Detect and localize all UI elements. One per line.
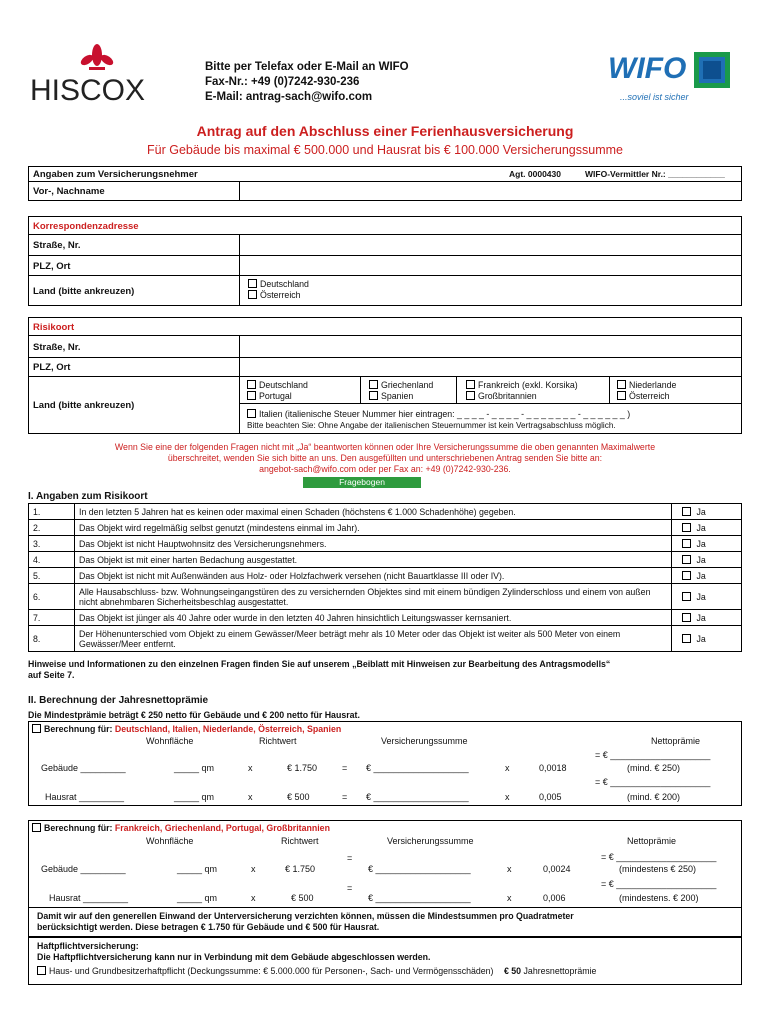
ja-checkbox[interactable] xyxy=(682,571,691,580)
calc1-col-richt: Richtwert xyxy=(259,736,297,746)
fragebogen-button[interactable]: Fragebogen xyxy=(303,477,421,488)
risiko-strasse-input[interactable] xyxy=(241,337,737,356)
risiko-checkbox-gr[interactable] xyxy=(369,380,378,389)
korr-land-label: Land (bitte ankreuzen) xyxy=(33,286,135,297)
calc1-hr-eq: = xyxy=(342,792,348,802)
calc1-geb-x2: x xyxy=(505,763,510,773)
risiko-land-label: Land (bitte ankreuzen) xyxy=(33,400,135,411)
header-line1: Bitte per Telefax oder E-Mail an WIFO xyxy=(205,61,409,73)
risiko-opt-gb: Großbritannien xyxy=(478,391,537,401)
calc2-label: Berechnung für: xyxy=(44,823,113,833)
vn-heading: Angaben zum Versicherungsnehmer xyxy=(33,169,198,180)
risiko-checkbox-gb[interactable] xyxy=(466,391,475,400)
calc1-geb-min: (mind. € 250) xyxy=(627,763,681,773)
wifo-vermittler-field[interactable]: WIFO-Vermittler Nr.: ____________ xyxy=(585,169,725,179)
calc2-geb-vs[interactable]: € ___________________ xyxy=(368,864,471,874)
calc2-checkbox[interactable] xyxy=(32,823,41,832)
risiko-strasse-label: Straße, Nr. xyxy=(33,342,81,353)
calc2-hr-x2: x xyxy=(507,893,512,903)
calc2-geb-x2: x xyxy=(507,864,512,874)
warning-line1: Wenn Sie eine der folgenden Fragen nicht mit „Ja“ beantworten können oder Ihre Versicherungssumme die oben genannten Maximalwerte xyxy=(114,442,656,452)
question-number: 1. xyxy=(29,504,75,520)
hp-checkbox[interactable] xyxy=(37,966,46,975)
hp-option: Haus- und Grundbesitzerhaftpflicht (Deckungssumme: € 5.000.000 für Personen-, Sach- und Vermögensschäden) xyxy=(49,966,494,976)
calc1-hr-label[interactable]: Hausrat _________ xyxy=(45,792,125,802)
calc2-geb-factor: 0,0024 xyxy=(543,864,571,874)
calc2-geb-eq: = xyxy=(347,853,353,863)
calc1-geb-qm[interactable]: _____ qm xyxy=(174,763,215,773)
risiko-plz-input[interactable] xyxy=(241,358,737,375)
calc-block-1 xyxy=(28,721,742,806)
name-row xyxy=(28,181,742,201)
form-subtitle: Für Gebäude bis maximal € 500.000 und Hausrat bis € 100.000 Versicherungssumme xyxy=(147,143,623,157)
risiko-opt-gr: Griechenland xyxy=(381,380,434,390)
hp-heading: Haftpflichtversicherung: xyxy=(37,941,139,951)
ja-label: Ja xyxy=(696,591,706,602)
calc1-col-wohn: Wohnfläche xyxy=(146,736,194,746)
questions-table xyxy=(28,503,742,652)
question-number: 3. xyxy=(29,536,75,552)
calc2-geb-x: x xyxy=(251,864,256,874)
ja-label: Ja xyxy=(696,522,706,533)
calc1-geb-eq: = xyxy=(342,763,348,773)
question-number: 7. xyxy=(29,610,75,626)
risiko-italien-steuernr[interactable]: Italien (italienische Steuer Nummer hier eintragen: _ _ _ _ - _ _ _ _ - _ _ _ _ _ _ _ - _ _ _ _ _ _ ) xyxy=(259,409,631,419)
calc1-label: Berechnung für: xyxy=(44,724,113,734)
question-row xyxy=(29,626,742,652)
calc2-hr-min: (mindestens. € 200) xyxy=(619,893,699,903)
ja-label: Ja xyxy=(696,538,706,549)
warning-line3: angebot-sach@wifo.com oder per Fax an: +49 (0)7242-930-236. xyxy=(259,464,511,474)
wifo-wordmark: WIFO xyxy=(608,52,687,85)
hiscox-wordmark: HISCOX xyxy=(30,74,146,107)
calc1-countries: Deutschland, Italien, Niederlande, Österreich, Spanien xyxy=(114,724,342,734)
calc2-hr-vs[interactable]: € ___________________ xyxy=(368,893,471,903)
calc1-geb-label[interactable]: Gebäude _________ xyxy=(41,763,126,773)
vn-header-row xyxy=(28,166,742,182)
calc2-hr-factor: 0,006 xyxy=(543,893,566,903)
name-input[interactable] xyxy=(241,183,737,199)
risiko-checkbox-de[interactable] xyxy=(247,380,256,389)
wifo-tagline: ...soviel ist sicher xyxy=(620,92,689,102)
calc1-geb-x: x xyxy=(248,763,253,773)
calc2-col-wohn: Wohnfläche xyxy=(146,836,194,846)
calc1-hr-x2: x xyxy=(505,792,510,802)
risiko-checkbox-at[interactable] xyxy=(617,391,626,400)
risiko-opt-es: Spanien xyxy=(381,391,414,401)
risiko-checkbox-pt[interactable] xyxy=(247,391,256,400)
risiko-opt-pt: Portugal xyxy=(259,391,292,401)
question-number: 4. xyxy=(29,552,75,568)
ja-checkbox[interactable] xyxy=(682,507,691,516)
calc2-geb-label[interactable]: Gebäude _________ xyxy=(41,864,126,874)
section1-heading: I. Angaben zum Risikoort xyxy=(28,491,148,502)
risiko-opt-nl: Niederlande xyxy=(629,380,677,390)
question-row xyxy=(29,552,742,568)
calc2-hr-rw: € 500 xyxy=(291,893,314,903)
question-row xyxy=(29,584,742,610)
ja-label: Ja xyxy=(696,554,706,565)
risiko-opt-de: Deutschland xyxy=(259,380,308,390)
calc2-geb-min: (mindestens € 250) xyxy=(619,864,697,874)
question-text: Der Höhenunterschied vom Objekt zu einem Gewässer/Meer beträgt mehr als 10 Meter oder das Objekt ist weiter als 500 Meter von einem Gewässer/Meer entfernt. xyxy=(75,626,672,652)
calc-block-2 xyxy=(28,820,742,908)
unter-line1: Damit wir auf den generellen Einwand der Unterversicherung verzichten können, müssen die Mindestsummen pro Quadratmeter xyxy=(37,911,574,921)
question-text: Das Objekt ist nicht mit Außenwänden aus Holz- oder Holzfachwerk versehen (nicht Bauartklasse III oder IV). xyxy=(75,568,672,584)
risiko-block xyxy=(28,317,742,434)
section2-heading: II. Berechnung der Jahresnettoprämie xyxy=(28,695,209,706)
calc1-geb-vs[interactable]: € ___________________ xyxy=(366,763,469,773)
question-text: Das Objekt ist jünger als 40 Jahre oder wurde in den letzten 40 Jahren hinsichtlich Leitungswasser kernsaniert. xyxy=(75,610,672,626)
korr-plz-label: PLZ, Ort xyxy=(33,261,71,272)
ja-label: Ja xyxy=(696,506,706,517)
calc1-hr-vs[interactable]: € ___________________ xyxy=(366,792,469,802)
calc2-countries: Frankreich, Griechenland, Portugal, Großbritannien xyxy=(114,823,330,833)
korr-strasse-input[interactable] xyxy=(241,236,737,254)
question-row xyxy=(29,504,742,520)
question-row xyxy=(29,568,742,584)
section2-min: Die Mindestprämie beträgt € 250 netto für Gebäude und € 200 netto für Hausrat. xyxy=(28,710,360,720)
name-label: Vor-, Nachname xyxy=(33,186,105,197)
risiko-plz-label: PLZ, Ort xyxy=(33,362,71,373)
ja-checkbox[interactable] xyxy=(682,613,691,622)
risiko-checkbox-nl[interactable] xyxy=(617,380,626,389)
risiko-italien-hinweis: Bitte beachten Sie: Ohne Angabe der italienischen Steuernummer ist kein Vertragsabschluss möglich. xyxy=(247,421,616,430)
unter-line2: berücksichtigt werden. Diese betragen € 1.750 für Gebäude und € 500 für Hausrat. xyxy=(37,922,380,932)
risiko-opt-fr: Frankreich (exkl. Korsika) xyxy=(478,380,578,390)
korr-plz-input[interactable] xyxy=(241,256,737,274)
question-text: In den letzten 5 Jahren hat es keinen oder maximal einen Schaden (höchstens € 1.000 Schadenhöhe) gegeben. xyxy=(75,504,672,520)
hp-suffix: Jahresnettoprämie xyxy=(523,966,597,976)
header-contact xyxy=(205,60,409,105)
calc1-checkbox[interactable] xyxy=(32,724,41,733)
calc1-hr-min: (mind. € 200) xyxy=(627,792,681,802)
question-row xyxy=(29,520,742,536)
risiko-opt-at: Österreich xyxy=(629,391,670,401)
section1-hinweis-line1: Hinweise und Informationen zu den einzelnen Fragen finden Sie auf unserem „Beiblatt mit Hinweisen zur Bearbeitung des Antragsmodells“ xyxy=(28,659,611,669)
calc1-hr-factor: 0,005 xyxy=(539,792,562,802)
calc2-hr-result[interactable]: = € ____________________ xyxy=(601,879,717,889)
ja-checkbox[interactable] xyxy=(682,555,691,564)
form-title: Antrag auf den Abschluss einer Ferienhausversicherung xyxy=(196,123,574,139)
question-text: Alle Hausabschluss- bzw. Wohnungseingangstüren des zu versichernden Objektes sind mit einem bündigen Zylinderschloss und einem von außen nicht abnehmbaren Sicherheitsbeschlag ausgestattet. xyxy=(75,584,672,610)
korr-heading: Korrespondenzadresse xyxy=(33,221,139,232)
calc2-hr-label[interactable]: Hausrat _________ xyxy=(49,893,129,903)
risiko-checkbox-fr[interactable] xyxy=(466,380,475,389)
section1-hinweis xyxy=(28,659,748,681)
calc2-col-vs: Versicherungssumme xyxy=(387,836,474,846)
warning-line2: überschreitet, wenden Sie sich bitte an uns. Den ausgefüllten und unterschriebenen Antrag senden Sie bitte an: xyxy=(167,453,603,463)
question-number: 5. xyxy=(29,568,75,584)
korr-block xyxy=(28,216,742,306)
question-text: Das Objekt wird regelmäßig selbst genutzt (mindestens einmal im Jahr). xyxy=(75,520,672,536)
korr-opt-at: Österreich xyxy=(260,290,301,300)
agent-number: Agt. 0000430 xyxy=(509,169,561,179)
hp-price: € 50 xyxy=(503,966,522,976)
risiko-checkbox-es[interactable] xyxy=(369,391,378,400)
ja-checkbox[interactable] xyxy=(682,539,691,548)
unterversicherung-note xyxy=(28,907,742,937)
calc2-geb-rw: € 1.750 xyxy=(285,864,316,874)
calc1-col-vs: Versicherungssumme xyxy=(381,736,468,746)
question-text: Das Objekt ist nicht Hauptwohnsitz des Versicherungsnehmers. xyxy=(75,536,672,552)
question-number: 2. xyxy=(29,520,75,536)
haftpflicht-block xyxy=(28,937,742,985)
header-fax: Fax-Nr.: +49 (0)7242-930-236 xyxy=(205,76,360,88)
ja-checkbox[interactable] xyxy=(682,523,691,532)
calc1-hr-rw: € 500 xyxy=(287,792,310,802)
question-text: Das Objekt ist mit einer harten Bedachung ausgestattet. xyxy=(75,552,672,568)
section1-hinweis-line2: auf Seite 7. xyxy=(28,670,75,680)
risiko-heading: Risikoort xyxy=(33,322,75,333)
calc1-geb-factor: 0,0018 xyxy=(539,763,567,773)
korr-checkbox-at[interactable] xyxy=(248,290,257,299)
calc2-geb-qm[interactable]: _____ qm xyxy=(177,864,218,874)
wifo-square-icon xyxy=(694,52,730,88)
hp-text: Die Haftpflichtversicherung kann nur in Verbindung mit dem Gebäude abgeschlossen werden. xyxy=(37,952,431,962)
risiko-checkbox-it[interactable] xyxy=(247,409,256,418)
calc1-hr-x: x xyxy=(248,792,253,802)
calc2-col-netto: Nettoprämie xyxy=(627,836,677,846)
calc2-hr-qm[interactable]: _____ qm xyxy=(177,893,218,903)
ja-label: Ja xyxy=(696,612,706,623)
hiscox-logo xyxy=(30,40,165,106)
korr-opt-de: Deutschland xyxy=(260,279,309,289)
question-number: 8. xyxy=(29,626,75,652)
korr-checkbox-de[interactable] xyxy=(248,279,257,288)
warning-text xyxy=(0,442,770,475)
calc2-hr-eq: = xyxy=(347,883,353,893)
question-number: 6. xyxy=(29,584,75,610)
wifo-logo xyxy=(606,52,736,107)
korr-strasse-label: Straße, Nr. xyxy=(33,240,81,251)
calc1-col-netto: Nettoprämie xyxy=(651,736,701,746)
calc1-hr-result[interactable]: = € ____________________ xyxy=(595,777,711,787)
ja-checkbox[interactable] xyxy=(682,634,691,643)
question-row xyxy=(29,610,742,626)
question-row xyxy=(29,536,742,552)
ja-checkbox[interactable] xyxy=(682,592,691,601)
calc1-geb-rw: € 1.750 xyxy=(287,763,318,773)
calc2-hr-x: x xyxy=(251,893,256,903)
calc2-col-richt: Richtwert xyxy=(281,836,319,846)
calc1-hr-qm[interactable]: _____ qm xyxy=(174,792,215,802)
calc1-geb-result[interactable]: = € ____________________ xyxy=(595,750,711,760)
calc2-geb-result[interactable]: = € ____________________ xyxy=(601,852,717,862)
ja-label: Ja xyxy=(696,633,706,644)
ja-label: Ja xyxy=(696,570,706,581)
header-email: E-Mail: antrag-sach@wifo.com xyxy=(205,91,373,103)
